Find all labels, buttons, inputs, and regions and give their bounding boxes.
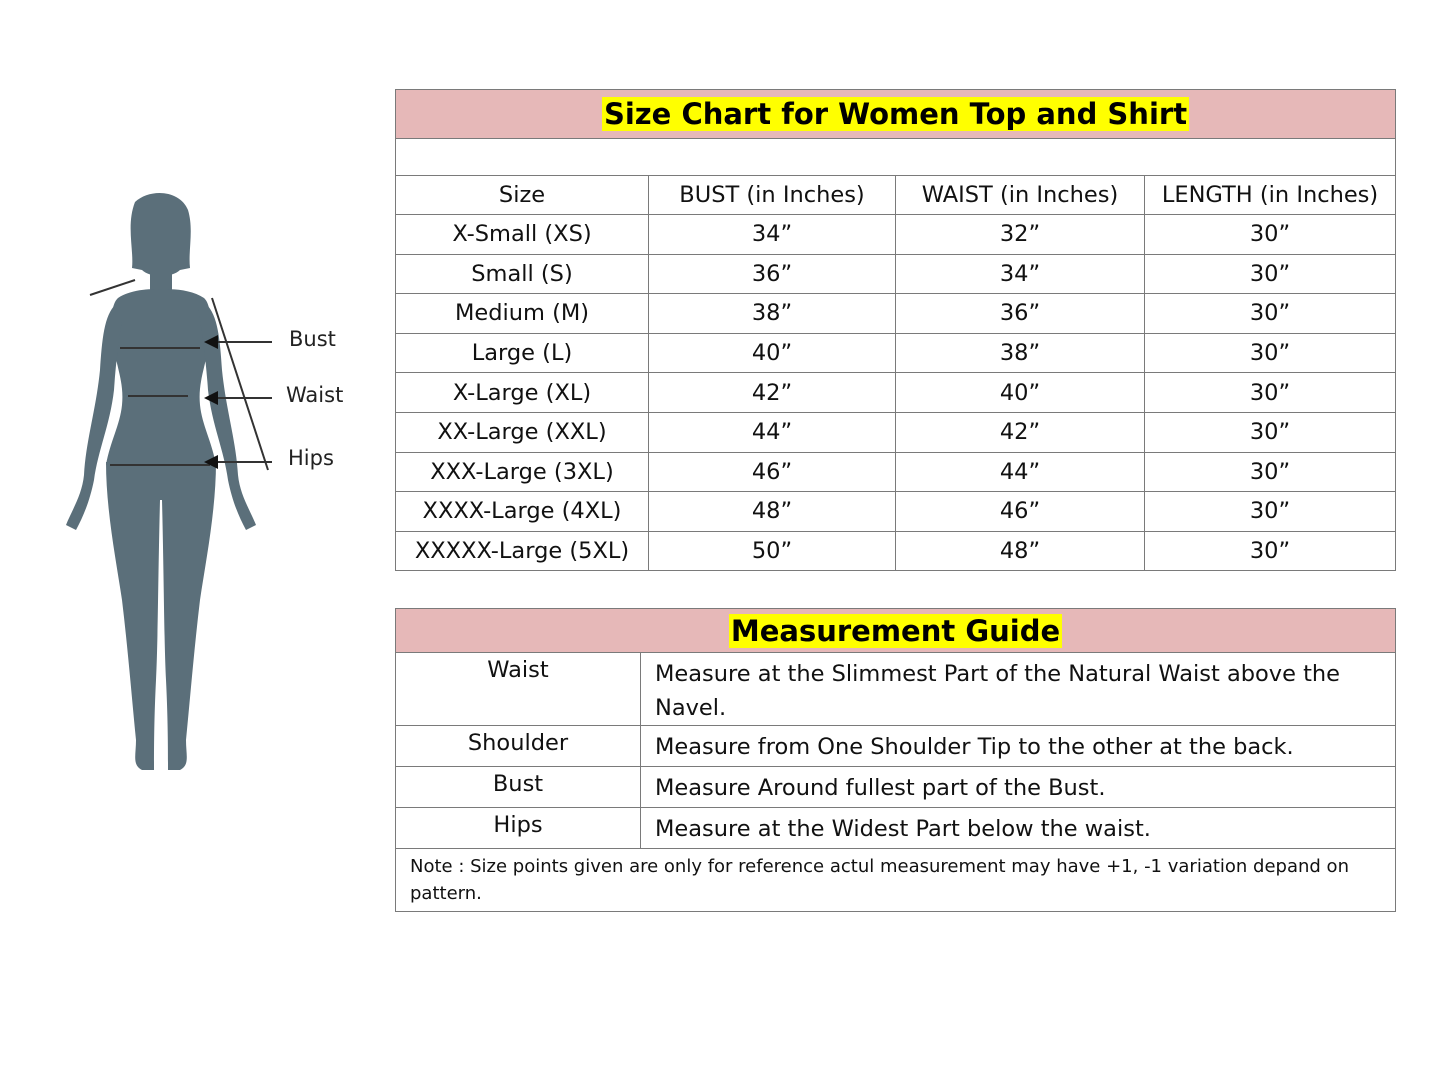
column-header: LENGTH (in Inches) (1145, 176, 1396, 215)
guide-row (396, 767, 1396, 808)
size-row (396, 531, 1396, 571)
measurement-cell: 38” (896, 333, 1145, 373)
measurement-cell: 34” (896, 254, 1145, 294)
size-row (396, 215, 1396, 255)
size-chart-header-row (396, 176, 1396, 215)
measurement-cell: 44” (896, 452, 1145, 492)
blank-row (396, 139, 1396, 176)
measurement-cell: 38” (649, 294, 896, 334)
size-chart-title: Size Chart for Women Top and Shirt (603, 97, 1188, 131)
size-row (396, 452, 1396, 492)
size-name-cell: XXX-Large (3XL) (396, 452, 649, 492)
size-row (396, 294, 1396, 334)
measurement-cell: 30” (1145, 254, 1396, 294)
guide-row (396, 653, 1396, 726)
measurement-cell: 48” (649, 492, 896, 532)
column-header: BUST (in Inches) (649, 176, 896, 215)
guide-description: Measure at the Slimmest Part of the Natural Waist above the Navel. (641, 653, 1396, 726)
measurement-cell: 48” (896, 531, 1145, 571)
guide-part: Waist (396, 653, 641, 726)
bust-label: Bust (289, 327, 336, 351)
measurement-cell: 30” (1145, 294, 1396, 334)
size-name-cell: Small (S) (396, 254, 649, 294)
measurement-cell: 40” (896, 373, 1145, 413)
size-chart-title-row (396, 90, 1396, 139)
size-name-cell: X-Small (XS) (396, 215, 649, 255)
measurement-cell: 30” (1145, 215, 1396, 255)
size-name-cell: XX-Large (XXL) (396, 412, 649, 452)
body-measurement-figure (40, 180, 380, 790)
guide-part: Shoulder (396, 726, 641, 767)
note-row (396, 849, 1396, 912)
size-name-cell: X-Large (XL) (396, 373, 649, 413)
note-text: Note : Size points given are only for reference actul measurement may have +1, -1 variation depand on pattern. (396, 849, 1396, 912)
woman-silhouette-icon (40, 180, 380, 790)
measurement-cell: 30” (1145, 373, 1396, 413)
measurement-guide-table (395, 608, 1396, 912)
measurement-cell: 46” (649, 452, 896, 492)
size-row (396, 412, 1396, 452)
guide-row (396, 726, 1396, 767)
column-header: WAIST (in Inches) (896, 176, 1145, 215)
size-row (396, 492, 1396, 532)
size-row (396, 333, 1396, 373)
measurement-cell: 42” (896, 412, 1145, 452)
measurement-cell: 36” (649, 254, 896, 294)
measurement-cell: 34” (649, 215, 896, 255)
size-chart-table (395, 89, 1396, 571)
size-row (396, 254, 1396, 294)
measurement-cell: 30” (1145, 531, 1396, 571)
size-name-cell: Medium (M) (396, 294, 649, 334)
guide-row (396, 808, 1396, 849)
size-chart-title-cell (396, 90, 1396, 139)
measurement-guide-title-cell (396, 609, 1396, 653)
size-name-cell: XXXXX-Large (5XL) (396, 531, 649, 571)
measurement-cell: 50” (649, 531, 896, 571)
measurement-cell: 40” (649, 333, 896, 373)
guide-part: Hips (396, 808, 641, 849)
guide-description: Measure from One Shoulder Tip to the other at the back. (641, 726, 1396, 767)
measurement-cell: 44” (649, 412, 896, 452)
guide-description: Measure at the Widest Part below the waist. (641, 808, 1396, 849)
hips-label: Hips (288, 446, 334, 470)
guide-description: Measure Around fullest part of the Bust. (641, 767, 1396, 808)
size-name-cell: XXXX-Large (4XL) (396, 492, 649, 532)
waist-label: Waist (286, 383, 344, 407)
measurement-cell: 46” (896, 492, 1145, 532)
measurement-cell: 30” (1145, 452, 1396, 492)
measurement-guide-title: Measurement Guide (730, 613, 1061, 648)
measurement-cell: 30” (1145, 412, 1396, 452)
measurement-cell: 32” (896, 215, 1145, 255)
size-row (396, 373, 1396, 413)
size-name-cell: Large (L) (396, 333, 649, 373)
measurement-guide-title-row (396, 609, 1396, 653)
measurement-cell: 42” (649, 373, 896, 413)
column-header: Size (396, 176, 649, 215)
guide-part: Bust (396, 767, 641, 808)
measurement-cell: 30” (1145, 333, 1396, 373)
measurement-cell: 36” (896, 294, 1145, 334)
measurement-cell: 30” (1145, 492, 1396, 532)
